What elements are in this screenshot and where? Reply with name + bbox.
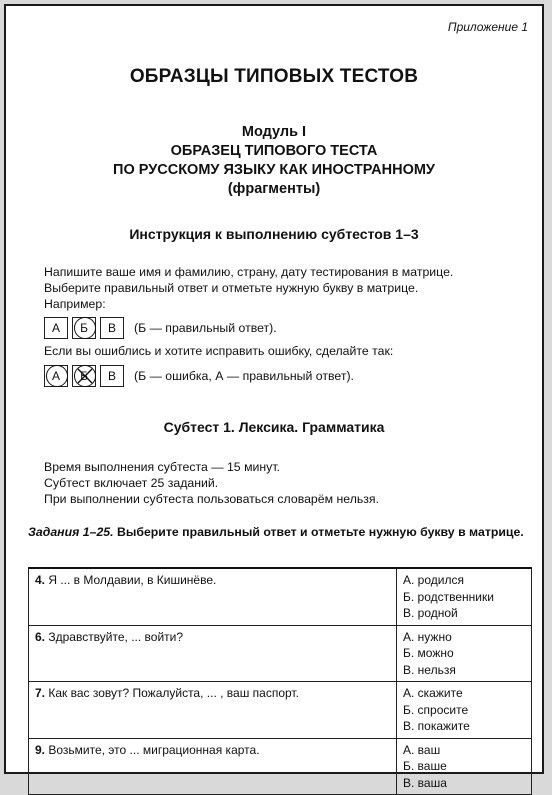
- table-row: [29, 682, 532, 739]
- document-page: [4, 4, 544, 790]
- question-cell: 9. Возьмите, это ... миграционная карта.: [29, 738, 397, 795]
- table-row: [29, 625, 532, 682]
- option: В. родной: [403, 606, 458, 620]
- correction-instruction: Если вы ошиблись и хотите исправить ошибку, сделайте так:: [44, 344, 394, 358]
- module-line-3: ПО РУССКОМУ ЯЗЫКУ КАК ИНОСТРАННОМУ: [113, 162, 435, 178]
- example-note-1: (Б — правильный ответ).: [134, 321, 277, 335]
- option: А. скажите: [403, 686, 463, 700]
- example-matrix-correct: [44, 316, 277, 340]
- subtest-line-1: Время выполнения субтеста — 15 минут.: [44, 460, 281, 474]
- task-text: Выберите правильный ответ и отметьте нужную букву в матрице.: [113, 525, 524, 539]
- matrix-cell-b-crossed: Б: [72, 365, 96, 387]
- task-header: [28, 524, 526, 540]
- question-cell: 6. Здравствуйте, ... войти?: [29, 625, 397, 682]
- options-cell: [397, 568, 532, 625]
- module-line-2: ОБРАЗЕЦ ТИПОВОГО ТЕСТА: [170, 143, 378, 159]
- option: Б. ваше: [403, 759, 447, 773]
- matrix-cell-b-circled: Б: [72, 317, 96, 339]
- circle-mark: [74, 317, 96, 339]
- table-row: [29, 568, 532, 625]
- options-cell: [397, 625, 532, 682]
- subtest-line-3: При выполнении субтеста пользоваться словарём нельзя.: [44, 492, 379, 506]
- option: В. ваша: [403, 775, 447, 790]
- module-heading: [6, 123, 542, 199]
- option: А. родился: [403, 573, 464, 587]
- option: В. нельзя: [403, 662, 456, 677]
- example-matrix-corrected: [44, 364, 354, 388]
- instruction-line-2: Выберите правильный ответ и отметьте нужную букву в матрице.: [44, 281, 419, 295]
- module-line-1: Модуль I: [241, 124, 307, 140]
- appendix-label: Приложение 1: [447, 20, 528, 34]
- matrix-cell-a-circled: А: [44, 365, 68, 387]
- module-line-4: (фрагменты): [227, 181, 321, 197]
- instruction-line-1: Напишите ваше имя и фамилию, страну, дату тестирования в матрице.: [44, 265, 454, 279]
- option: А. ваш: [403, 742, 441, 757]
- option: В. покажите: [403, 719, 470, 733]
- questions-table: [28, 567, 532, 795]
- example-label: Например:: [44, 297, 106, 311]
- table-row: [29, 738, 532, 795]
- matrix-cell-c: В: [100, 365, 124, 387]
- option: Б. спросите: [403, 702, 469, 717]
- instruction-title: Инструкция к выполнению субтестов 1–3: [129, 226, 419, 242]
- example-note-2: (Б — ошибка, А — правильный ответ).: [134, 369, 354, 383]
- subtest-title: Субтест 1. Лексика. Грамматика: [163, 419, 385, 435]
- options-cell: [397, 738, 532, 795]
- circle-mark: [46, 365, 68, 387]
- task-label: Задания 1–25.: [28, 525, 114, 539]
- page-title: ОБРАЗЦЫ ТИПОВЫХ ТЕСТОВ: [129, 66, 419, 87]
- matrix-cell-c: В: [100, 317, 124, 339]
- options-cell: [397, 682, 532, 739]
- option: Б. можно: [403, 646, 454, 660]
- question-cell: 7. Как вас зовут? Пожалуйста, ... , ваш паспорт.: [29, 682, 397, 739]
- matrix-cell-a: А: [44, 317, 68, 339]
- subtest-line-2: Субтест включает 25 заданий.: [44, 476, 219, 490]
- question-cell: 4. Я ... в Молдавии, в Кишинёве.: [29, 568, 397, 625]
- option: Б. родственники: [403, 589, 494, 604]
- option: А. нужно: [403, 629, 452, 644]
- cross-mark-icon: [75, 366, 95, 386]
